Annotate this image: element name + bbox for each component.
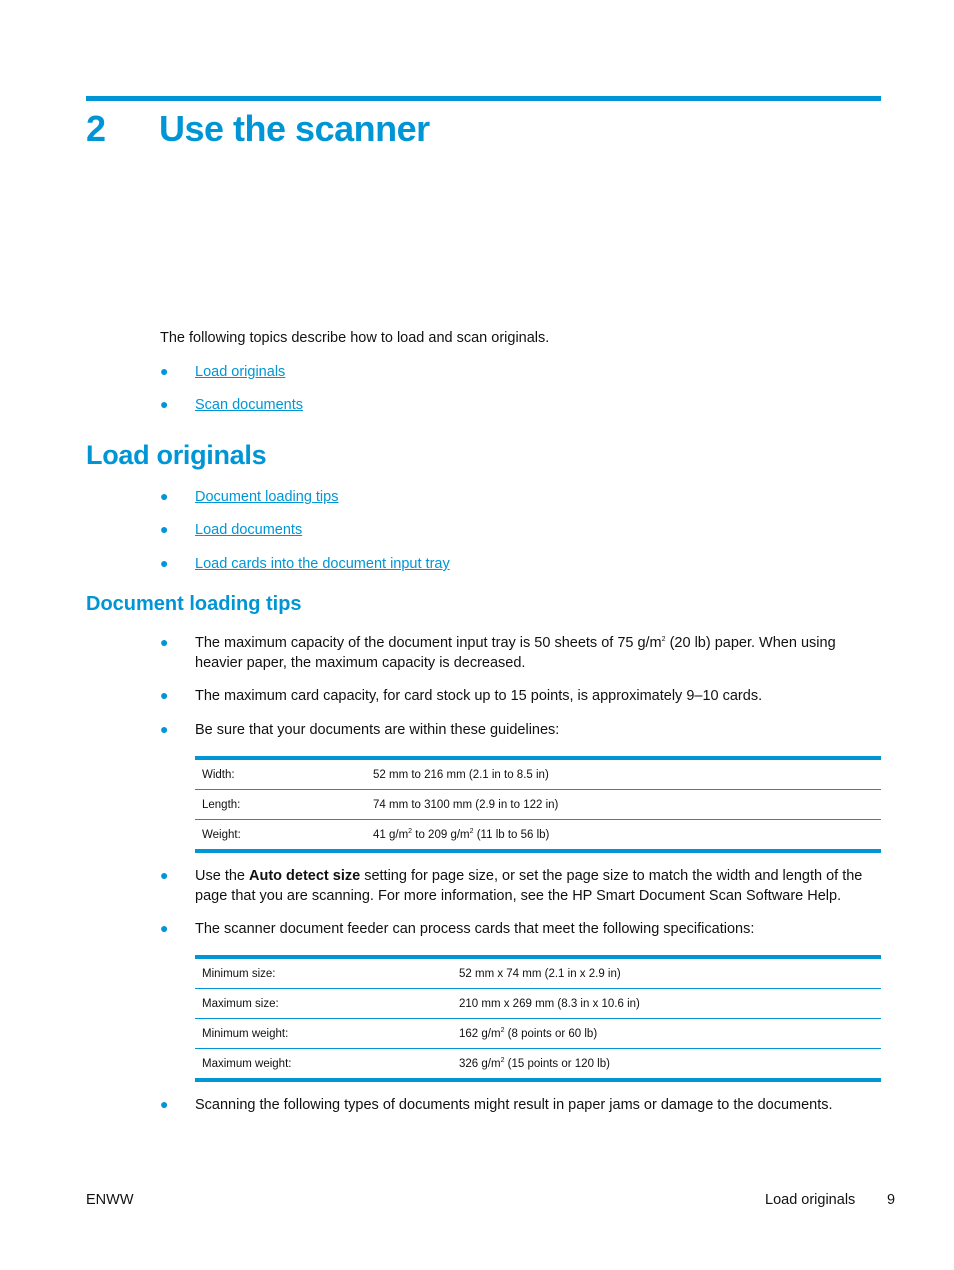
table-row — [195, 989, 881, 1019]
table-row — [195, 820, 881, 852]
tip-capacity: The maximum capacity of the document input tray is 50 sheets of 75 $g/m^2$ (20 lb) paper. When using heavier paper, the maximum capacity is decreased. — [195, 635, 836, 671]
table-label: Length: — [195, 790, 366, 820]
bullet-icon: ● — [160, 687, 169, 703]
bullet-icon: ● — [160, 867, 169, 883]
chapter-heading — [86, 108, 430, 150]
chapter-title: Use the scanner — [159, 108, 430, 149]
tip-jam-warning: Scanning the following types of documents might result in paper jams or damage to the documents. — [195, 1097, 833, 1113]
table-row — [195, 1019, 881, 1049]
bullet-icon: ● — [160, 920, 169, 936]
tip-card-capacity: The maximum card capacity, for card stock up to 15 points, is approximately 9–10 cards. — [195, 688, 763, 704]
table-row — [195, 790, 881, 820]
card-specs-table — [195, 955, 881, 1082]
bullet-icon: ● — [160, 555, 169, 571]
footer-left: ENWW — [86, 1192, 134, 1208]
intro-text: The following topics describe how to load and scan originals. — [160, 330, 550, 346]
table-value: 326 $g/m^2$ (15 points or 120 lb) — [452, 1049, 881, 1081]
document-guidelines-table — [195, 756, 881, 853]
bullet-icon: ● — [160, 1096, 169, 1112]
table-value: 52 mm to 216 mm (2.1 in to 8.5 in) — [373, 768, 549, 781]
table-label: Weight: — [195, 820, 366, 852]
table-row — [195, 1049, 881, 1081]
table-row — [195, 758, 881, 790]
link-load-documents[interactable]: Load documents — [195, 522, 303, 538]
footer-section: Load originals — [765, 1192, 856, 1208]
table-label: Width: — [202, 768, 235, 781]
chapter-rule — [86, 96, 881, 101]
table-value: 41 $g/m^2$ to 209 $g/m^2$ (11 lb to 56 lb) — [366, 820, 881, 852]
bullet-icon: ● — [160, 721, 169, 737]
link-scan-documents[interactable]: Scan documents — [195, 397, 304, 413]
section-heading-document-loading-tips: Document loading tips — [86, 593, 302, 615]
table-label: Maximum size: — [195, 989, 452, 1019]
bullet-icon: ● — [160, 363, 169, 379]
table-value: 74 mm to 3100 mm (2.9 in to 122 in) — [366, 790, 881, 820]
table-label: Minimum size: — [202, 967, 276, 980]
table-value: 162 $g/m^2$ (8 points or 60 lb) — [452, 1019, 881, 1049]
bullet-icon: ● — [160, 396, 169, 412]
table-row — [195, 957, 881, 989]
section-heading-load-originals: Load originals — [86, 440, 267, 470]
auto-detect-size-setting: Auto detect size — [249, 868, 361, 884]
bullet-icon: ● — [160, 521, 169, 537]
tip-card-specs: The scanner document feeder can process cards that meet the following specifications: — [195, 921, 755, 937]
table-label: Maximum weight: — [195, 1049, 452, 1081]
table-value: 210 mm x 269 mm (8.3 in x 10.6 in) — [452, 989, 881, 1019]
bullet-icon: ● — [160, 488, 169, 504]
link-document-loading-tips[interactable]: Document loading tips — [195, 489, 339, 505]
bullet-icon: ● — [160, 634, 169, 650]
table-label: Minimum weight: — [195, 1019, 452, 1049]
tip-auto-detect: Use the Auto detect size setting for page size, or set the page size to match the width and length of the page that you are scanning. For more information, see the HP Smart Document Scan Software Help. — [195, 868, 863, 904]
page-number: 9 — [887, 1192, 896, 1208]
link-load-cards[interactable]: Load cards into the document input tray — [195, 556, 450, 572]
tip-guidelines: Be sure that your documents are within these guidelines: — [195, 722, 560, 738]
link-load-originals[interactable]: Load originals — [195, 364, 286, 380]
table-value: 52 mm x 74 mm (2.1 in x 2.9 in) — [459, 967, 621, 980]
chapter-number: 2 — [86, 108, 106, 149]
